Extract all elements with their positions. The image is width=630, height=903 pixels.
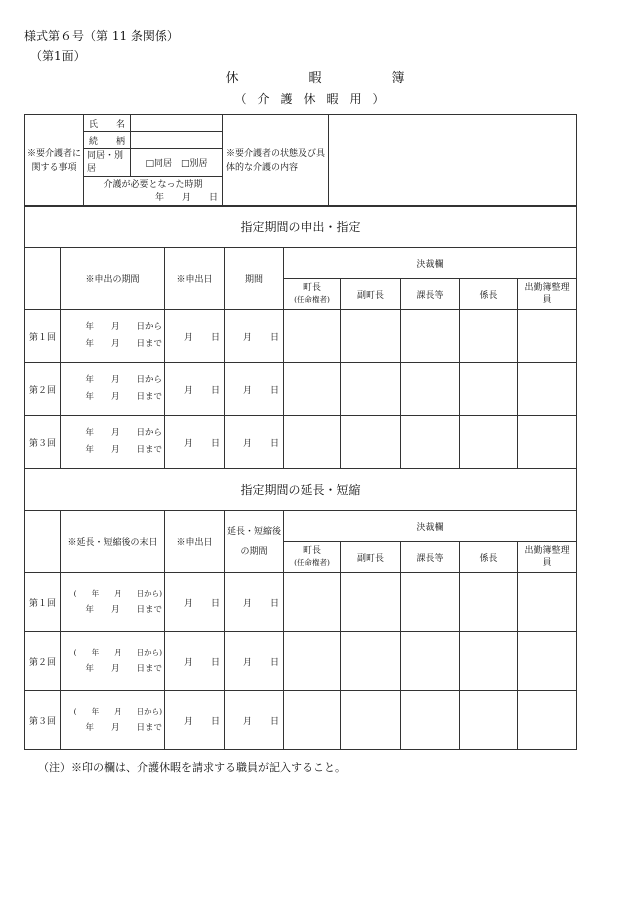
row-label: 第２回	[25, 632, 61, 691]
form-title	[0, 67, 630, 86]
approver-mayor: 町長 (任命権者)	[284, 279, 341, 310]
designation-period-header: ※申出の期間	[61, 248, 165, 310]
period-cell[interactable]: 年 月 日から 年 月 日まで	[61, 363, 165, 416]
approver-mayor: 町長 (任命権者)	[284, 542, 341, 573]
approval-cell[interactable]	[401, 310, 460, 363]
title-char-1: 休	[225, 71, 239, 86]
request-date-cell[interactable]: 月 日	[165, 573, 225, 632]
approver-section-chief: 課長等	[401, 279, 460, 310]
period-cell[interactable]: ( 年 月 日から) 年 月 日まで	[61, 573, 165, 632]
relation-label: 続 柄	[84, 132, 131, 149]
approver-subsection-chief: 係長	[460, 542, 518, 573]
period-cell[interactable]: 年 月 日から 年 月 日まで	[61, 416, 165, 469]
approval-cell[interactable]	[284, 632, 341, 691]
approval-cell[interactable]	[518, 416, 577, 469]
approval-cell[interactable]	[341, 363, 401, 416]
term-cell[interactable]: 月 日	[225, 573, 284, 632]
approval-cell[interactable]	[518, 363, 577, 416]
need-time-value: 年 月 日	[154, 192, 218, 203]
period-cell[interactable]: ( 年 月 日から) 年 月 日まで	[61, 632, 165, 691]
living-checkboxes[interactable]: □同居 □別居	[131, 149, 223, 177]
approval-cell[interactable]	[341, 310, 401, 363]
care-info-table	[24, 114, 577, 207]
designation-section-title: 指定期間の申出・指定	[25, 206, 577, 248]
extension-section-title: 指定期間の延長・短縮	[25, 469, 577, 511]
approval-cell[interactable]	[284, 363, 341, 416]
term-cell[interactable]: 月 日	[225, 363, 284, 416]
designation-date-header: ※申出日	[165, 248, 225, 310]
care-state-field[interactable]	[329, 115, 577, 207]
table-row	[25, 632, 577, 691]
approval-cell[interactable]	[341, 691, 401, 750]
approval-header: 決裁欄	[284, 248, 577, 279]
approver-deputy-mayor: 副町長	[341, 542, 401, 573]
approval-cell[interactable]	[460, 691, 518, 750]
term-cell[interactable]: 月 日	[225, 691, 284, 750]
approval-cell[interactable]	[518, 691, 577, 750]
designation-term-header: 期間	[225, 248, 284, 310]
name-field[interactable]	[131, 115, 223, 132]
approval-cell[interactable]	[401, 416, 460, 469]
approval-cell[interactable]	[518, 573, 577, 632]
header-blank	[25, 248, 61, 310]
title-char-2: 暇	[308, 71, 322, 86]
name-label: 氏 名	[84, 115, 131, 132]
extension-period-header: ※延長・短縮後の末日	[61, 511, 165, 573]
request-date-cell[interactable]: 月 日	[165, 310, 225, 363]
approval-cell[interactable]	[341, 632, 401, 691]
approval-cell[interactable]	[284, 416, 341, 469]
leave-record-table	[24, 205, 577, 750]
request-date-cell[interactable]: 月 日	[165, 632, 225, 691]
form-number: 様式第６号（第 11 条関係）	[24, 29, 179, 43]
row-label: 第２回	[25, 363, 61, 416]
header-blank	[25, 511, 61, 573]
request-date-cell[interactable]: 月 日	[165, 363, 225, 416]
extension-term-header: 延長・短縮後の期間	[225, 511, 284, 573]
title-char-3: 簿	[391, 71, 405, 86]
table-row	[25, 310, 577, 363]
period-cell[interactable]: 年 月 日から 年 月 日まで	[61, 310, 165, 363]
approval-cell[interactable]	[284, 310, 341, 363]
living-label: 同居・別居	[84, 149, 131, 177]
table-row	[25, 363, 577, 416]
row-label: 第３回	[25, 416, 61, 469]
row-label: 第１回	[25, 573, 61, 632]
need-time-cell[interactable]	[84, 177, 223, 207]
approval-cell[interactable]	[401, 573, 460, 632]
approval-cell[interactable]	[401, 363, 460, 416]
term-cell[interactable]: 月 日	[225, 632, 284, 691]
approver-deputy-mayor: 副町長	[341, 279, 401, 310]
row-label: 第１回	[25, 310, 61, 363]
approval-cell[interactable]	[341, 416, 401, 469]
approval-cell[interactable]	[284, 691, 341, 750]
approver-attendance-clerk: 出勤簿整理員	[518, 279, 577, 310]
approval-cell[interactable]	[341, 573, 401, 632]
approver-subsection-chief: 係長	[460, 279, 518, 310]
approval-cell[interactable]	[401, 691, 460, 750]
form-subtitle: （介護休暇用）	[234, 92, 396, 106]
table-row	[25, 573, 577, 632]
term-cell[interactable]: 月 日	[225, 416, 284, 469]
request-date-cell[interactable]: 月 日	[165, 691, 225, 750]
need-time-label: 介護が必要となった時期	[103, 179, 203, 190]
term-cell[interactable]: 月 日	[225, 310, 284, 363]
table-row	[25, 691, 577, 750]
table-row	[25, 416, 577, 469]
approval-cell[interactable]	[518, 310, 577, 363]
approval-cell[interactable]	[460, 363, 518, 416]
approval-cell[interactable]	[460, 310, 518, 363]
relation-field[interactable]	[131, 132, 223, 149]
approval-cell[interactable]	[284, 573, 341, 632]
approver-section-chief: 課長等	[401, 542, 460, 573]
page-number: （第1面）	[30, 49, 86, 63]
row-label: 第３回	[25, 691, 61, 750]
approval-cell[interactable]	[460, 416, 518, 469]
care-subject-label: ※要介護者に関する事項	[25, 115, 84, 207]
approval-cell[interactable]	[518, 632, 577, 691]
period-cell[interactable]: ( 年 月 日から) 年 月 日まで	[61, 691, 165, 750]
approval-header: 決裁欄	[284, 511, 577, 542]
request-date-cell[interactable]: 月 日	[165, 416, 225, 469]
care-state-label: ※要介護者の状態及び具体的な介護の内容	[223, 115, 329, 207]
approval-cell[interactable]	[460, 632, 518, 691]
approval-cell[interactable]	[401, 632, 460, 691]
footer-note: （注）※印の欄は、介護休暇を請求する職員が記入すること。	[38, 761, 346, 774]
approver-attendance-clerk: 出勤簿整理員	[518, 542, 577, 573]
approval-cell[interactable]	[460, 573, 518, 632]
extension-date-header: ※申出日	[165, 511, 225, 573]
